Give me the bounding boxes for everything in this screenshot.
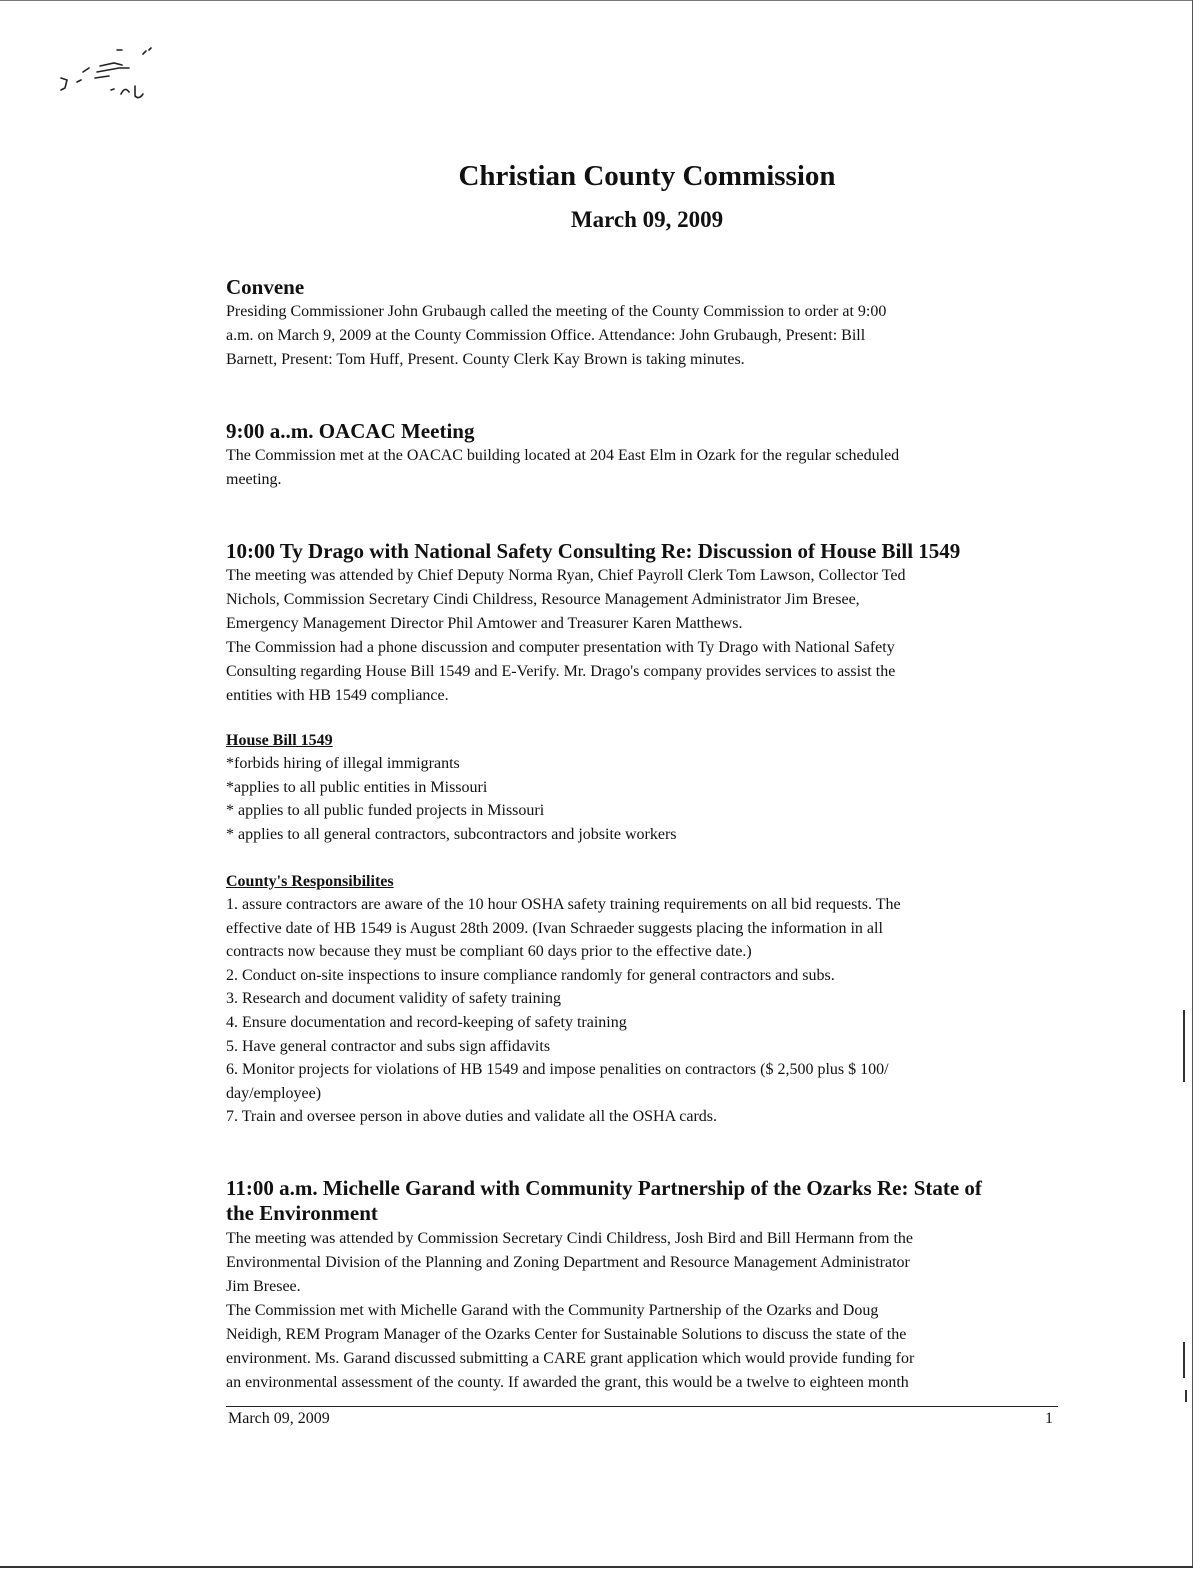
paragraph-line: Barnett, Present: Tom Huff, Present. County Clerk Kay Brown is taking minutes. (226, 351, 745, 368)
list-item: 5. Have general contractor and subs sign affidavits (226, 1037, 551, 1055)
scan-border-bottom (0, 1566, 1193, 1568)
list-item: 6. Monitor projects for violations of HB 1549 and impose penalities on contractors ($ 2,500 plus $ 100/ (226, 1061, 889, 1079)
list-item: 1. assure contractors are aware of the 10 hour OSHA safety training requirements on all bid requests. The (226, 896, 901, 913)
list-item: * applies to all general contractors, subcontractors and jobsite workers (226, 825, 677, 843)
paragraph-line: The meeting was attended by Commission Secretary Cindi Childress, Josh Bird and Bill Hermann from the (226, 1230, 913, 1247)
list-item: contracts now because they must be compliant 60 days prior to the effective date.) (226, 943, 752, 961)
scan-margin-mark (1185, 1390, 1187, 1402)
section-oacac (226, 419, 1096, 492)
handwritten-mark (55, 40, 165, 110)
section-heading: 9:00 a..m. OACAC Meeting (226, 419, 475, 443)
paragraph-line: Presiding Commissioner John Grubaugh called the meeting of the County Commission to order at 9:00 (226, 303, 887, 320)
scan-margin-mark (1183, 1342, 1185, 1378)
scan-border-top (0, 0, 1192, 1)
paragraph-line: Consulting regarding House Bill 1549 and E-Verify. Mr. Drago's company provides services to assist the (226, 663, 896, 680)
section-responsibilities (226, 871, 1096, 1129)
section-drago (226, 539, 1106, 708)
section-house-bill (226, 730, 1096, 846)
paragraph-line: Neidigh, REM Program Manager of the Ozarks Center for Sustainable Solutions to discuss the state of the (226, 1326, 907, 1343)
section-heading: Convene (226, 275, 305, 299)
paragraph-line: Environmental Division of the Planning and Zoning Department and Resource Management Administrator (226, 1254, 910, 1271)
list-item: day/employee) (226, 1084, 322, 1102)
list-item: 7. Train and oversee person in above duties and validate all the OSHA cards. (226, 1108, 717, 1126)
section-garand (226, 1176, 1106, 1395)
paragraph-line: The meeting was attended by Chief Deputy Norma Ryan, Chief Payroll Clerk Tom Lawson, Collector Ted (226, 567, 906, 584)
list-item: *forbids hiring of illegal immigrants (226, 755, 460, 772)
paragraph-line: Jim Bresee. (226, 1278, 301, 1295)
list-item: 2. Conduct on-site inspections to insure compliance randomly for general contractors and subs. (226, 966, 835, 984)
scan-margin-mark (1183, 1010, 1185, 1082)
paragraph-line: meeting. (226, 471, 282, 488)
paragraph-line: a.m. on March 9, 2009 at the County Commission Office. Attendance: John Grubaugh, Present: Bill (226, 327, 866, 344)
footer-date: March 09, 2009 (228, 1410, 330, 1427)
list-item: 4. Ensure documentation and record-keeping of safety training (226, 1013, 627, 1031)
document-title: Christian County Commission (458, 160, 836, 192)
list-item: effective date of HB 1549 is August 28th 2009. (Ivan Schraeder suggests placing the information in all (226, 919, 883, 937)
subsection-heading: County's Responsibilites (226, 873, 394, 890)
paragraph-line: entities with HB 1549 compliance. (226, 687, 449, 704)
list-item: 3. Research and document validity of safety training (226, 990, 562, 1008)
section-heading-line: 11:00 a.m. Michelle Garand with Community Partnership of the Ozarks Re: State of (226, 1176, 982, 1200)
paragraph-line: Emergency Management Director Phil Amtower and Treasurer Karen Matthews. (226, 615, 743, 632)
page-number: 1 (1045, 1410, 1053, 1427)
section-convene (226, 275, 1096, 372)
section-heading-line: the Environment (226, 1201, 378, 1225)
list-item: *applies to all public entities in Missouri (226, 778, 488, 796)
paragraph-line: The Commission met with Michelle Garand with the Community Partnership of the Ozarks and Doug (226, 1302, 879, 1319)
scan-border-right (1192, 0, 1193, 1568)
subsection-heading: House Bill 1549 (226, 732, 333, 749)
paragraph-line: The Commission met at the OACAC building located at 204 East Elm in Ozark for the regular scheduled (226, 447, 900, 464)
paragraph-line: The Commission had a phone discussion and computer presentation with Ty Drago with National Safety (226, 639, 895, 656)
paragraph-line: Nichols, Commission Secretary Cindi Childress, Resource Management Administrator Jim Bresee, (226, 591, 860, 608)
footer-divider (226, 1406, 1058, 1407)
document-date: March 09, 2009 (570, 207, 724, 232)
paragraph-line: environment. Ms. Garand discussed submitting a CARE grant application which would provide funding for (226, 1350, 915, 1367)
list-item: * applies to all public funded projects in Missouri (226, 802, 545, 820)
paragraph-line: an environmental assessment of the county. If awarded the grant, this would be a twelve to eighteen month (226, 1374, 909, 1391)
section-heading: 10:00 Ty Drago with National Safety Consulting Re: Discussion of House Bill 1549 (226, 539, 961, 563)
